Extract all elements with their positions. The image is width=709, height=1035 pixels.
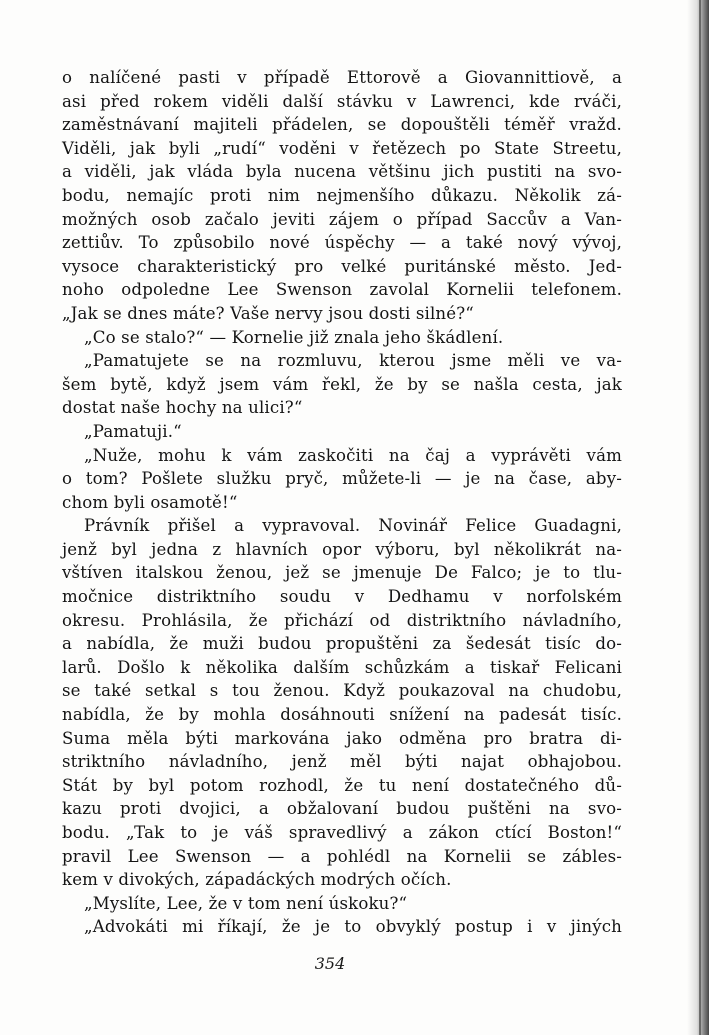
text-line: a viděli, jak vláda byla nucena většinu jich pustiti na svo- (62, 162, 622, 182)
text-line: jenž byl jedna z hlavních opor výboru, byl několikrát na- (62, 539, 622, 559)
text-line: „Nuže, mohu k vám zaskočiti na čaj a vyprávěti vám (84, 445, 622, 465)
text-line: „Co se stalo?“ — Kornelie již znala jeho škádlení. (84, 327, 504, 347)
text-line: močnice distriktního soudu v Dedhamu v norfolském (62, 587, 622, 607)
text-line: možných osob začalo jeviti zájem o případ Saccův a Van- (62, 209, 622, 229)
text-line: se také setkal s tou ženou. Když poukazoval na chudobu, (62, 681, 622, 701)
text-line: vysoce charakteristický pro velké puritánské město. Jed- (62, 256, 622, 276)
text-line: noho odpoledne Lee Swenson zavolal Kornelii telefonem. (62, 280, 622, 300)
text-line: dostat naše hochy na ulici?“ (62, 398, 303, 418)
text-line: „Jak se dnes máte? Vaše nervy jsou dosti silné?“ (62, 303, 474, 323)
text-line: šem bytě, když jsem vám řekl, že by se našla cesta, jak (62, 374, 622, 394)
text-line: striktního návladního, jenž měl býti najat obhajobou. (62, 752, 622, 772)
text-line: larů. Došlo k několika dalším schůzkám a tiskař Felicani (62, 657, 622, 677)
text-line: okresu. Prohlásila, že přichází od distriktního návladního, (62, 610, 622, 630)
text-line: vštíven italskou ženou, jež se jmenuje De Falco; je to tlu- (62, 563, 622, 583)
text-line: Suma měla býti markována jako odměna pro bratra di- (62, 728, 622, 748)
text-line: „Pamatujete se na rozmluvu, kterou jsme měli ve va- (84, 351, 622, 371)
text-line: nabídla, že by mohla dosáhnouti snížení na padesát tisíc. (62, 705, 622, 725)
text-line: o nalíčené pasti v případě Ettorově a Giovannittiově, a (62, 68, 622, 87)
text-line: kem v divokých, západáckých modrých očích. (62, 870, 452, 890)
text-line: Právník přišel a vypravoval. Novinář Felice Guadagni, (84, 516, 622, 536)
text-line: chom byli osamotě!“ (62, 492, 238, 512)
text-line: zaměstnávaní majiteli přádelen, se dopouštěli téměř vražd. (62, 115, 622, 135)
text-line: kazu proti dvojici, a obžalovaní budou puštěni na svo- (62, 799, 622, 819)
text-line: asi před rokem viděli další stávku v Lawrenci, kde rváči, (62, 91, 622, 111)
text-line: pravil Lee Swenson — a pohlédl na Kornelii se zábles- (62, 846, 622, 866)
text-line: „Pamatuji.“ (84, 421, 182, 441)
text-line: a nabídla, že muži budou propuštěni za šedesát tisíc do- (62, 634, 622, 654)
text-line: zettiův. To způsobilo nové úspěchy — a také nový vývoj, (62, 233, 622, 253)
body-text (62, 66, 622, 939)
text-line: „Myslíte, Lee, že v tom není úskoku?“ (84, 893, 408, 913)
page-number: 354 (314, 954, 346, 973)
text-line: bodu, nemajíc proti nim nejmenšího důkazu. Několik zá- (62, 185, 622, 205)
text-line: o tom? Pošlete služku pryč, můžete-li — je na čase, aby- (62, 469, 622, 489)
text-line: Viděli, jak byli „rudí“ voděni v řetězech po State Streetu, (62, 138, 622, 158)
text-line: bodu. „Tak to je váš spravedlivý a zákon ctící Boston!“ (62, 823, 622, 842)
page-edge-shadow (687, 0, 709, 1035)
text-line: „Advokáti mi říkají, že je to obvyklý postup i v jiných (84, 917, 622, 937)
page-edge-line (699, 0, 701, 1035)
text-line: Stát by byl potom rozhodl, že tu není dostatečného dů- (62, 775, 622, 795)
